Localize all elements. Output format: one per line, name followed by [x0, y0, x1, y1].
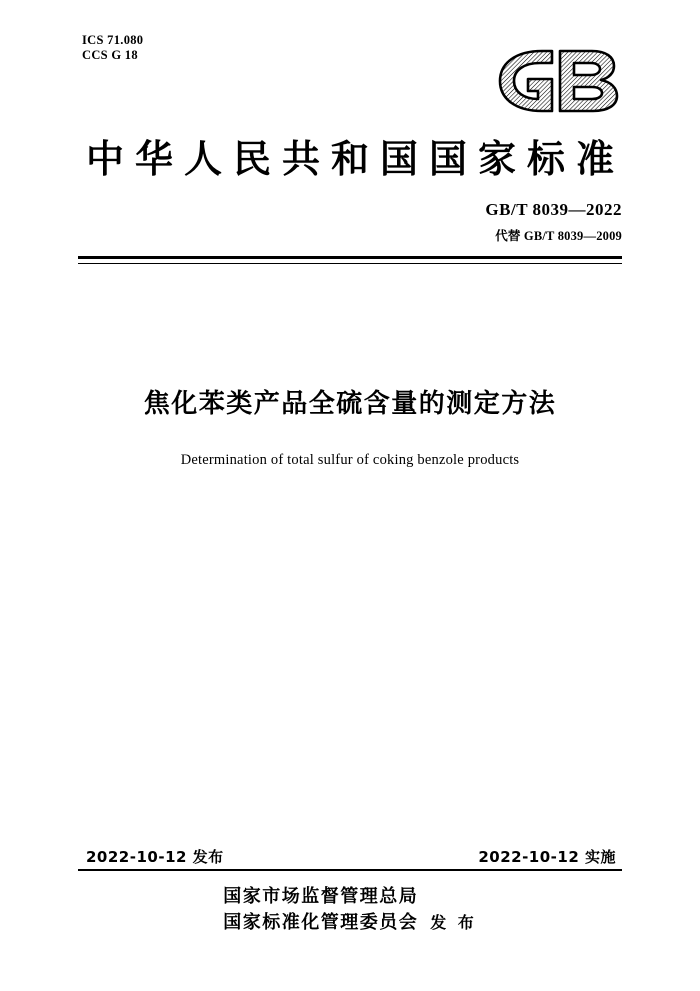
divider-thin-top [78, 263, 622, 264]
effective-date: 2022-10-12 实施 [478, 848, 616, 866]
standard-number: GB/T 8039—2022 [485, 200, 622, 219]
issuer-names [223, 884, 418, 936]
divider-thick-top [78, 256, 622, 259]
issuer-line-1: 国家市场监督管理总局 [223, 886, 419, 907]
classification-codes [82, 33, 143, 63]
replaces-standard: 代替 GB/T 8039—2009 [495, 229, 622, 243]
document-title-chinese: 焦化苯类产品全硫含量的测定方法 [143, 389, 557, 419]
ccs-code: CCS G 18 [82, 48, 138, 62]
gb-logo-icon [494, 45, 624, 117]
issuer-verb: 发 布 [430, 913, 477, 932]
issuer-line-2: 国家标准化管理委员会 [223, 912, 419, 933]
issue-date: 2022-10-12 发布 [86, 848, 224, 866]
ics-code: ICS 71.080 [82, 33, 144, 47]
document-title-english: Determination of total sulfur of coking benzole products [180, 452, 520, 468]
national-standard-title: 中华人民共和国国家标准 [85, 137, 625, 181]
issuer-block [0, 884, 700, 936]
divider-bottom [78, 869, 622, 871]
